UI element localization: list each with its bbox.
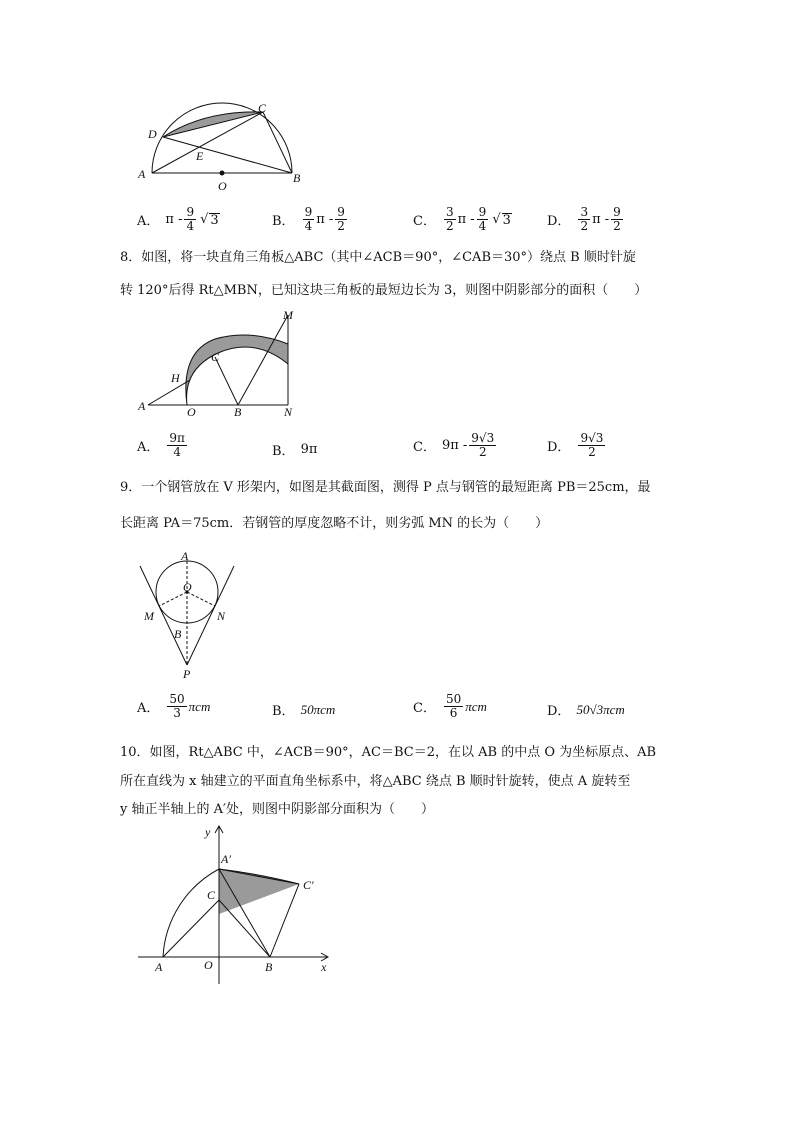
q7-option-c-frac1: $\frac{3}{2}$ (445, 205, 454, 233)
q8-option-b-letter: B． (272, 444, 295, 459)
q8-line-b-m (238, 315, 288, 405)
q8-option-c[interactable] (413, 432, 498, 459)
q9-dashed-om (159, 592, 187, 606)
q9-option-d-text: 50√3πcm (576, 701, 625, 717)
q7-option-c-mid: π - (457, 212, 475, 227)
q10-label-c-prime: C′ (303, 878, 314, 892)
q9-option-c-letter: C． (413, 701, 436, 716)
q8-text-line2: 转 120°后得 Rt△MBN，已知这块三角板的最短边长为 3，则图中阴影部分的面积（ ） (120, 283, 648, 298)
q7-option-b-mid: π - (316, 212, 334, 227)
q8-option-c-frac: $\frac{9√3}{2}$ (471, 431, 495, 459)
q7-option-a-rad: 3 (210, 212, 219, 228)
q9-option-d-letter: D． (547, 704, 571, 719)
q7-option-c-letter: C． (413, 214, 436, 229)
q7-option-d-mid: π - (592, 212, 610, 227)
q7-label-b: B (293, 171, 301, 185)
q9-text-line1: 9．一个钢管放在 V 形架内，如图是其截面图，测得 P 点与钢管的最短距离 PB＝25cm，最 (120, 480, 651, 495)
q10-line-cb (219, 900, 270, 957)
q9-option-a[interactable] (137, 693, 210, 720)
q10-label-y: y (205, 825, 211, 839)
q7-line-db (163, 137, 292, 173)
q9-option-d[interactable] (547, 700, 625, 719)
q8-line-a-h (148, 380, 190, 405)
q8-option-a-letter: A． (137, 440, 160, 455)
q8-option-b-text: 9π (300, 442, 318, 457)
q8-text-line1: 8．如图，将一块直角三角板△ABC（其中∠ACB＝90°，∠CAB＝30°）绕点 B 顺时针旋 (120, 250, 636, 265)
q8-label-n: N (284, 405, 293, 419)
q7-option-b-frac2: $\frac{9}{2}$ (337, 205, 345, 233)
q7-option-b-frac1: $\frac{9}{4}$ (304, 205, 313, 233)
q9-label-a: A (181, 549, 189, 563)
q9-label-o: O (183, 580, 192, 594)
q10-label-b: B (265, 960, 273, 974)
q8-shaded-band (186, 335, 288, 405)
q9-label-b: B (174, 627, 182, 641)
q10-line-ac (163, 900, 219, 957)
q10-label-x: x (321, 960, 327, 974)
q10-label-c: C (207, 888, 216, 902)
q7-option-c-rad: 3 (502, 212, 511, 228)
q10-text-line3: y 轴正半轴上的 A′处，则图中阴影部分面积为（ ） (120, 802, 434, 817)
q7-option-a-pre: π - (165, 212, 183, 227)
q10-line-c1b (270, 884, 299, 957)
q7-option-d-letter: D． (547, 214, 571, 229)
q8-label-c: C (211, 350, 220, 364)
q9-text-line2: 长距离 PA＝75cm．若钢管的厚度忽略不计，则劣弧 MN 的长为（ ） (120, 516, 549, 531)
q9-dashed-on (187, 592, 215, 606)
q8-option-a-frac: $\frac{9\pi}{4}$ (169, 431, 185, 459)
q9-label-m: M (144, 609, 154, 623)
q9-v-right-arm (187, 566, 234, 665)
q8-line-c-b (215, 357, 238, 405)
q10-arc-aa1 (163, 869, 219, 957)
q7-label-a: A (138, 167, 146, 181)
q8-label-a: A (138, 399, 146, 413)
q7-option-d[interactable] (547, 206, 625, 233)
q8-option-d-letter: D． (547, 440, 571, 455)
q7-option-d-frac1: $\frac{3}{2}$ (580, 205, 589, 233)
q9-option-a-frac: $\frac{50}{3}$ (169, 692, 185, 720)
q8-option-c-pre: 9π - (441, 438, 468, 453)
q9-option-c-post: πcm (465, 698, 487, 714)
q10-label-a-prime: A′ (221, 852, 231, 866)
q9-option-c[interactable] (413, 693, 487, 720)
q7-semicircle-arc (152, 103, 292, 173)
q8-label-m: M (283, 308, 293, 322)
q7-shaded-region (163, 112, 263, 137)
q9-option-b[interactable] (272, 700, 335, 719)
q7-option-b[interactable] (272, 206, 349, 233)
q7-option-c-frac2: $\frac{9}{4}$ (478, 205, 487, 233)
q8-label-b: B (234, 405, 242, 419)
q8-option-b[interactable] (272, 440, 317, 459)
q8-option-a[interactable] (137, 432, 189, 459)
q7-line-cb (263, 112, 292, 173)
q10-label-o: O (204, 958, 213, 972)
q9-option-b-text: 50πcm (300, 701, 336, 717)
q8-option-c-letter: C． (413, 440, 436, 455)
q8-figure (135, 307, 310, 422)
q7-figure (130, 100, 320, 195)
q10-text-line2: 所在直线为 x 轴建立的平面直角坐标系中，将△ABC 绕点 B 顺时针旋转，使点 A 旋转至 (120, 774, 631, 789)
q7-option-c[interactable]: C． $\frac{3}{2}$ π - $\frac{9}{4}$ √ 3 (413, 205, 511, 233)
q9-option-a-letter: A． (137, 701, 160, 716)
q7-option-a-frac: $\frac{9}{4}$ (186, 205, 195, 233)
q9-figure (130, 548, 245, 683)
q7-option-b-letter: B． (272, 214, 295, 229)
q9-label-p: P (183, 667, 191, 681)
q7-label-c: C (258, 101, 267, 115)
q8-label-h: H (171, 371, 180, 385)
q7-label-d: D (148, 127, 157, 141)
q9-option-a-post: πcm (188, 698, 211, 714)
q7-center-dot (220, 171, 225, 176)
q10-label-a: A (155, 960, 163, 974)
q8-label-o: O (187, 405, 196, 419)
q7-option-a[interactable]: A． π - $\frac{9}{4}$ √ 3 (137, 205, 219, 233)
q10-shaded-region (219, 869, 299, 914)
q7-label-e: E (196, 149, 204, 163)
q9-option-c-frac: $\frac{50}{6}$ (445, 692, 462, 720)
q8-option-d[interactable] (547, 432, 607, 459)
q10-figure (135, 822, 335, 987)
q7-label-o: O (218, 179, 227, 193)
q8-option-d-frac: $\frac{9√3}{2}$ (580, 431, 604, 459)
q7-option-d-frac2: $\frac{9}{2}$ (613, 205, 621, 233)
q9-option-b-letter: B． (272, 704, 295, 719)
q9-label-n: N (217, 609, 226, 623)
q7-option-a-letter: A． (137, 214, 160, 229)
q10-text-line1: 10．如图，Rt△ABC 中，∠ACB＝90°，AC＝BC＝2，在以 AB 的中点 O 为坐标原点、AB (120, 745, 657, 760)
